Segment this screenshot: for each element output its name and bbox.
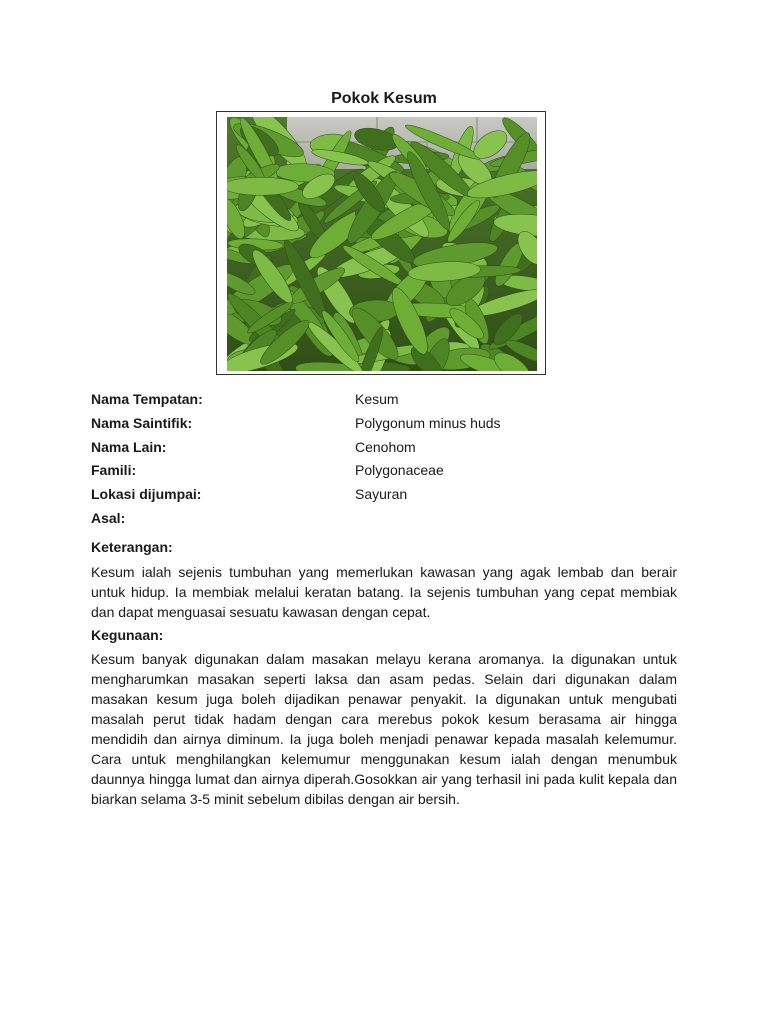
info-table bbox=[91, 391, 691, 534]
info-row bbox=[91, 439, 691, 463]
info-row bbox=[91, 510, 691, 534]
info-row bbox=[91, 415, 691, 439]
info-value: Cenohom bbox=[355, 438, 416, 455]
info-row bbox=[91, 391, 691, 415]
info-label: Lokasi dijumpai: bbox=[91, 486, 202, 503]
info-value: Polygonum minus huds bbox=[355, 414, 501, 431]
info-row bbox=[91, 486, 691, 510]
info-label: Asal: bbox=[91, 509, 126, 526]
kegunaan-text: Kesum banyak digunakan dalam masakan melayu kerana aromanya. Ia digunakan untuk mengharumkan masakan seperti laksa dan asam pedas. Selain dari digunakan dalam masakan kesum juga boleh dijadikan penawar penyakit. Ia digunakan untuk mengubati masalah perut tidak hadam dengan cara merebus pokok kesum berasama air hingga mendidih dan airnya diminum. Ia juga boleh menjadi penawar kepada masalah kelemumur. Cara untuk menghilangkan kelemumur menggunakan kesum ialah dengan menumbuk daunnya hingga lumat dan airnya diperah.Gosokkan air yang terhasil ini pada kulit kepala dan biarkan selama 3-5 minit sebelum dibilas dengan air bersih. bbox=[91, 651, 677, 807]
keterangan-heading: Keterangan: bbox=[91, 539, 173, 555]
keterangan-text: Kesum ialah sejenis tumbuhan yang memerlukan kawasan yang agak lembab dan berair untuk hidup. Ia membiak melalui keratan batang. Ia sejenis tumbuhan yang cepat membiak dan dapat menguasai sesuatu kawasan dengan cepat. bbox=[91, 564, 677, 620]
info-row bbox=[91, 462, 691, 486]
leaf bbox=[227, 177, 299, 195]
kesum-plant-image bbox=[227, 117, 537, 371]
info-label: Nama Tempatan: bbox=[91, 391, 203, 407]
info-value: Sayuran bbox=[355, 486, 408, 503]
kegunaan-heading: Kegunaan: bbox=[91, 627, 164, 643]
info-value: Kesum bbox=[355, 391, 399, 407]
info-value: Polygonaceae bbox=[355, 462, 444, 479]
page-title: Pokok Kesum bbox=[331, 90, 437, 107]
info-label: Nama Saintifik: bbox=[91, 414, 193, 431]
plant-photo bbox=[216, 111, 546, 375]
info-label: Nama Lain: bbox=[91, 438, 167, 455]
info-label: Famili: bbox=[91, 462, 137, 479]
